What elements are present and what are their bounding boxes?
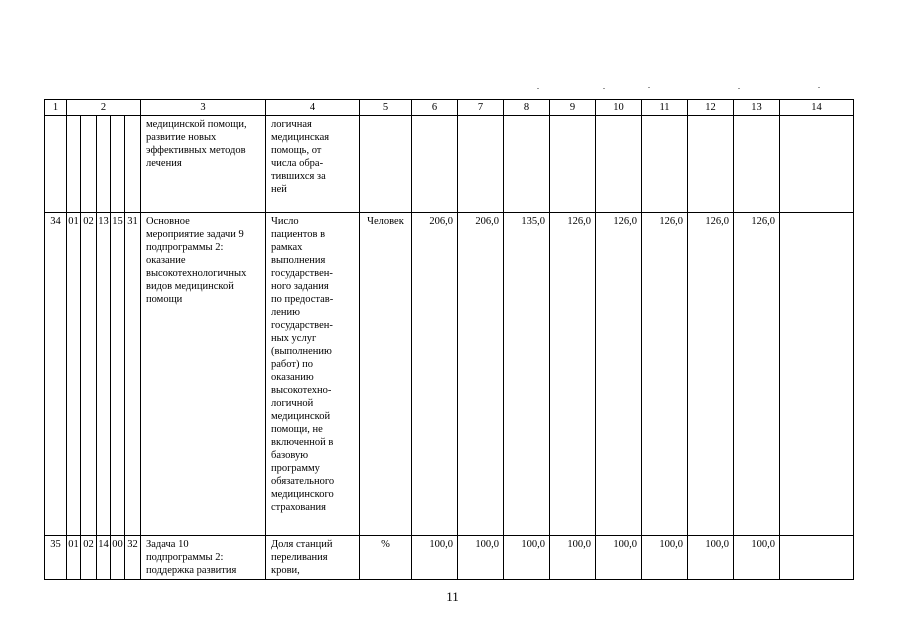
description-line: эффективных методов xyxy=(146,145,246,156)
value-cell: 206,0 xyxy=(412,213,458,536)
value-cell xyxy=(642,116,688,213)
code-cell xyxy=(111,116,125,213)
header-cell: 4 xyxy=(266,100,360,116)
indicator-line: лению xyxy=(271,307,300,318)
header-cell: 13 xyxy=(734,100,780,116)
scan-speck xyxy=(648,87,650,88)
description-cell xyxy=(141,116,266,213)
scan-speck xyxy=(603,88,605,89)
description-line: высокотехнологичных xyxy=(146,268,247,279)
value-cell xyxy=(596,116,642,213)
description-line: лечения xyxy=(146,158,182,169)
indicator-line: логичной xyxy=(271,398,314,409)
code-cell: 02 xyxy=(81,536,97,580)
indicator-line: по предостав- xyxy=(271,294,334,305)
empty-cell xyxy=(780,213,854,536)
indicator-line: крови, xyxy=(271,565,300,576)
description-line: подпрограммы 2: xyxy=(146,552,224,563)
description-line: помощи xyxy=(146,294,183,305)
code-cell: 00 xyxy=(111,536,125,580)
indicator-line: логичная xyxy=(271,119,312,130)
description-line: мероприятие задачи 9 xyxy=(146,229,244,240)
code-cell: 31 xyxy=(125,213,141,536)
code-cell: 02 xyxy=(81,213,97,536)
indicator-line: государствен- xyxy=(271,320,333,331)
code-cell: 15 xyxy=(111,213,125,536)
code-cell: 13 xyxy=(97,213,111,536)
header-cell: 1 xyxy=(45,100,67,116)
code-cell xyxy=(81,116,97,213)
indicator-line: оказанию xyxy=(271,372,314,383)
code-cell xyxy=(67,116,81,213)
header-cell: 12 xyxy=(688,100,734,116)
empty-cell xyxy=(780,536,854,580)
code-cell xyxy=(45,116,67,213)
description-line: видов медицинской xyxy=(146,281,234,292)
value-cell xyxy=(688,116,734,213)
value-cell: 100,0 xyxy=(642,536,688,580)
value-cell: 100,0 xyxy=(596,536,642,580)
code-cell: 34 xyxy=(45,213,67,536)
description-line: медицинской помощи, xyxy=(146,119,247,130)
indicator-line: Доля станций xyxy=(271,539,333,550)
empty-cell xyxy=(780,116,854,213)
header-cell: 3 xyxy=(141,100,266,116)
indicator-line: числа обра- xyxy=(271,158,324,169)
description-line: оказание xyxy=(146,255,186,266)
value-cell xyxy=(504,116,550,213)
code-cell xyxy=(97,116,111,213)
indicator-line: выполнения xyxy=(271,255,326,266)
header-cell: 8 xyxy=(504,100,550,116)
value-cell xyxy=(550,116,596,213)
scan-speck xyxy=(537,88,539,89)
table-row xyxy=(45,116,854,213)
page-number: 11 xyxy=(446,589,459,604)
indicator-line: помощь, от xyxy=(271,145,322,156)
header-row xyxy=(45,100,854,116)
indicator-line: обязательного xyxy=(271,476,335,487)
unit-cell xyxy=(360,116,412,213)
value-cell xyxy=(458,116,504,213)
value-cell: 126,0 xyxy=(550,213,596,536)
value-cell: 100,0 xyxy=(412,536,458,580)
value-cell xyxy=(412,116,458,213)
indicator-line: медицинская xyxy=(271,132,330,143)
header-cell: 2 xyxy=(67,100,141,116)
header-cell: 6 xyxy=(412,100,458,116)
value-cell: 100,0 xyxy=(734,536,780,580)
description-line: Основное xyxy=(146,216,190,227)
indicator-line: помощи, не xyxy=(271,424,323,435)
indicator-line: тившихся за xyxy=(271,171,326,182)
value-cell: 126,0 xyxy=(642,213,688,536)
indicator-line: программу xyxy=(271,463,320,474)
header-cell: 9 xyxy=(550,100,596,116)
scan-speck xyxy=(818,87,820,88)
indicator-line: ней xyxy=(271,184,287,195)
value-cell: 126,0 xyxy=(596,213,642,536)
scan-speck xyxy=(738,88,740,89)
indicator-line: переливания xyxy=(271,552,328,563)
indicator-line: пациентов в xyxy=(271,229,326,240)
header-cell: 7 xyxy=(458,100,504,116)
value-cell xyxy=(734,116,780,213)
indicator-line: медицинского xyxy=(271,489,334,500)
unit-cell: Человек xyxy=(360,213,412,536)
value-cell: 126,0 xyxy=(688,213,734,536)
value-cell: 206,0 xyxy=(458,213,504,536)
header-cell: 11 xyxy=(642,100,688,116)
description-line: Задача 10 xyxy=(146,539,189,550)
value-cell: 100,0 xyxy=(504,536,550,580)
indicator-line: государствен- xyxy=(271,268,333,279)
table-row xyxy=(45,536,854,580)
header-cell: 10 xyxy=(596,100,642,116)
indicator-line: базовую xyxy=(271,450,309,461)
code-cell: 01 xyxy=(67,213,81,536)
indicator-line: рамках xyxy=(271,242,303,253)
value-cell: 100,0 xyxy=(688,536,734,580)
indicator-cell xyxy=(266,213,360,536)
indicator-cell xyxy=(266,536,360,580)
code-cell: 01 xyxy=(67,536,81,580)
indicator-line: высокотехно- xyxy=(271,385,332,396)
indicator-cell xyxy=(266,116,360,213)
value-cell: 100,0 xyxy=(458,536,504,580)
indicator-line: Число xyxy=(271,216,299,227)
indicator-line: работ) по xyxy=(271,359,313,370)
header-cell: 5 xyxy=(360,100,412,116)
description-cell xyxy=(141,536,266,580)
value-cell: 135,0 xyxy=(504,213,550,536)
indicator-line: медицинской xyxy=(271,411,331,422)
code-cell: 14 xyxy=(97,536,111,580)
indicator-line: включенной в xyxy=(271,437,334,448)
indicator-line: страхования xyxy=(271,502,326,513)
description-line: развитие новых xyxy=(146,132,217,143)
indicator-line: (выполнению xyxy=(271,346,332,357)
unit-cell: % xyxy=(360,536,412,580)
indicator-line: ных услуг xyxy=(271,333,317,344)
value-cell: 100,0 xyxy=(550,536,596,580)
indicators-table xyxy=(44,99,854,580)
description-line: подпрограммы 2: xyxy=(146,242,224,253)
table-row xyxy=(45,213,854,536)
code-cell xyxy=(125,116,141,213)
header-cell: 14 xyxy=(780,100,854,116)
code-cell: 32 xyxy=(125,536,141,580)
description-cell xyxy=(141,213,266,536)
value-cell: 126,0 xyxy=(734,213,780,536)
indicator-line: ного задания xyxy=(271,281,329,292)
description-line: поддержка развития xyxy=(146,565,237,576)
code-cell: 35 xyxy=(45,536,67,580)
